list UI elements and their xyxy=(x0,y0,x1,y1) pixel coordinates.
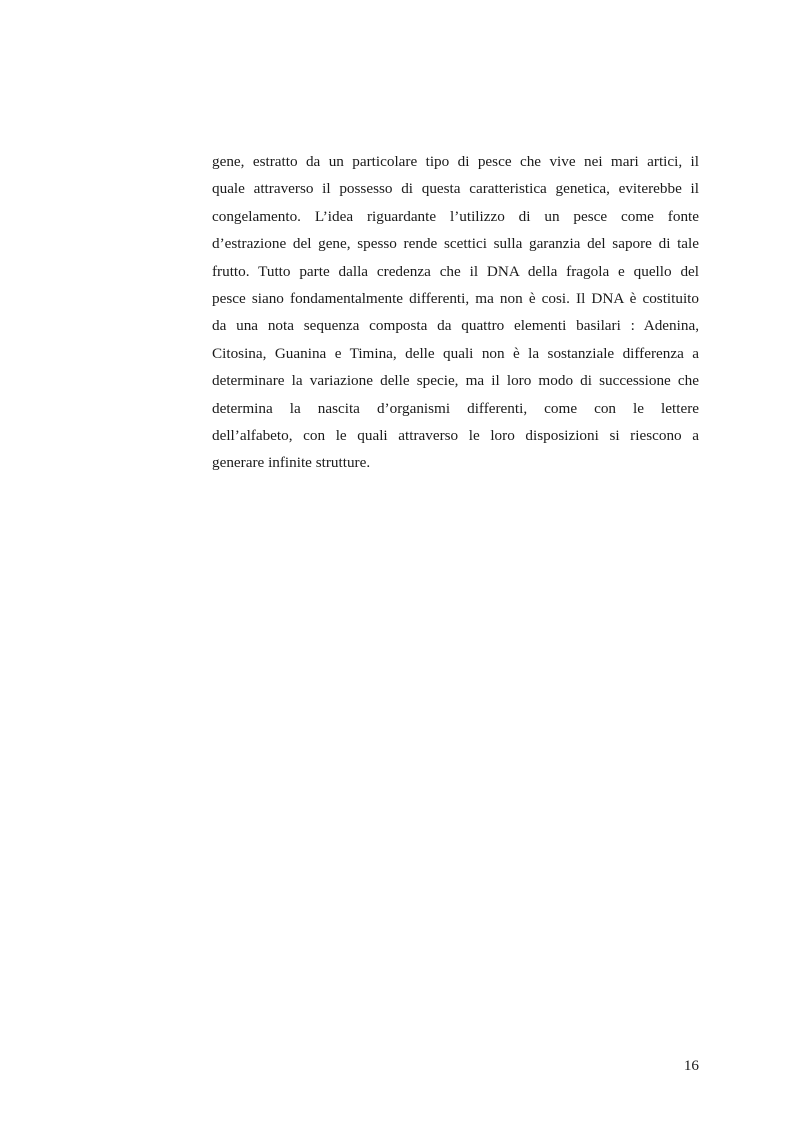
paragraph-line: dell’alfabeto, con le quali attraverso le loro disposizioni si riescono a xyxy=(212,426,699,444)
paragraph-line: congelamento. L’idea riguardante l’utilizzo di un pesce come fonte xyxy=(212,207,699,225)
paragraph-line: gene, estratto da un particolare tipo di pesce che vive nei mari artici, il xyxy=(212,153,699,170)
page-number: 16 xyxy=(683,1057,699,1074)
paragraph-line: da una nota sequenza composta da quattro elementi basilari : Adenina, xyxy=(212,317,699,335)
paragraph-line: determinare la variazione delle specie, ma il loro modo di successione che xyxy=(212,372,699,390)
body-paragraph xyxy=(212,148,699,477)
paragraph-line: pesce siano fondamentalmente differenti, ma non è cosi. Il DNA è costituito xyxy=(212,289,699,307)
paragraph-line-last: generare infinite strutture. xyxy=(212,454,371,472)
paragraph-line: quale attraverso il possesso di questa caratteristica genetica, eviterebbe il xyxy=(212,180,699,198)
paragraph-line: d’estrazione del gene, spesso rende scettici sulla garanzia del sapore di tale xyxy=(212,235,699,253)
paragraph-line: frutto. Tutto parte dalla credenza che il DNA della fragola e quello del xyxy=(212,262,699,280)
paragraph-line: Citosina, Guanina e Timina, delle quali non è la sostanziale differenza a xyxy=(212,344,699,362)
paragraph-line: determina la nascita d’organismi differenti, come con le lettere xyxy=(212,399,699,417)
